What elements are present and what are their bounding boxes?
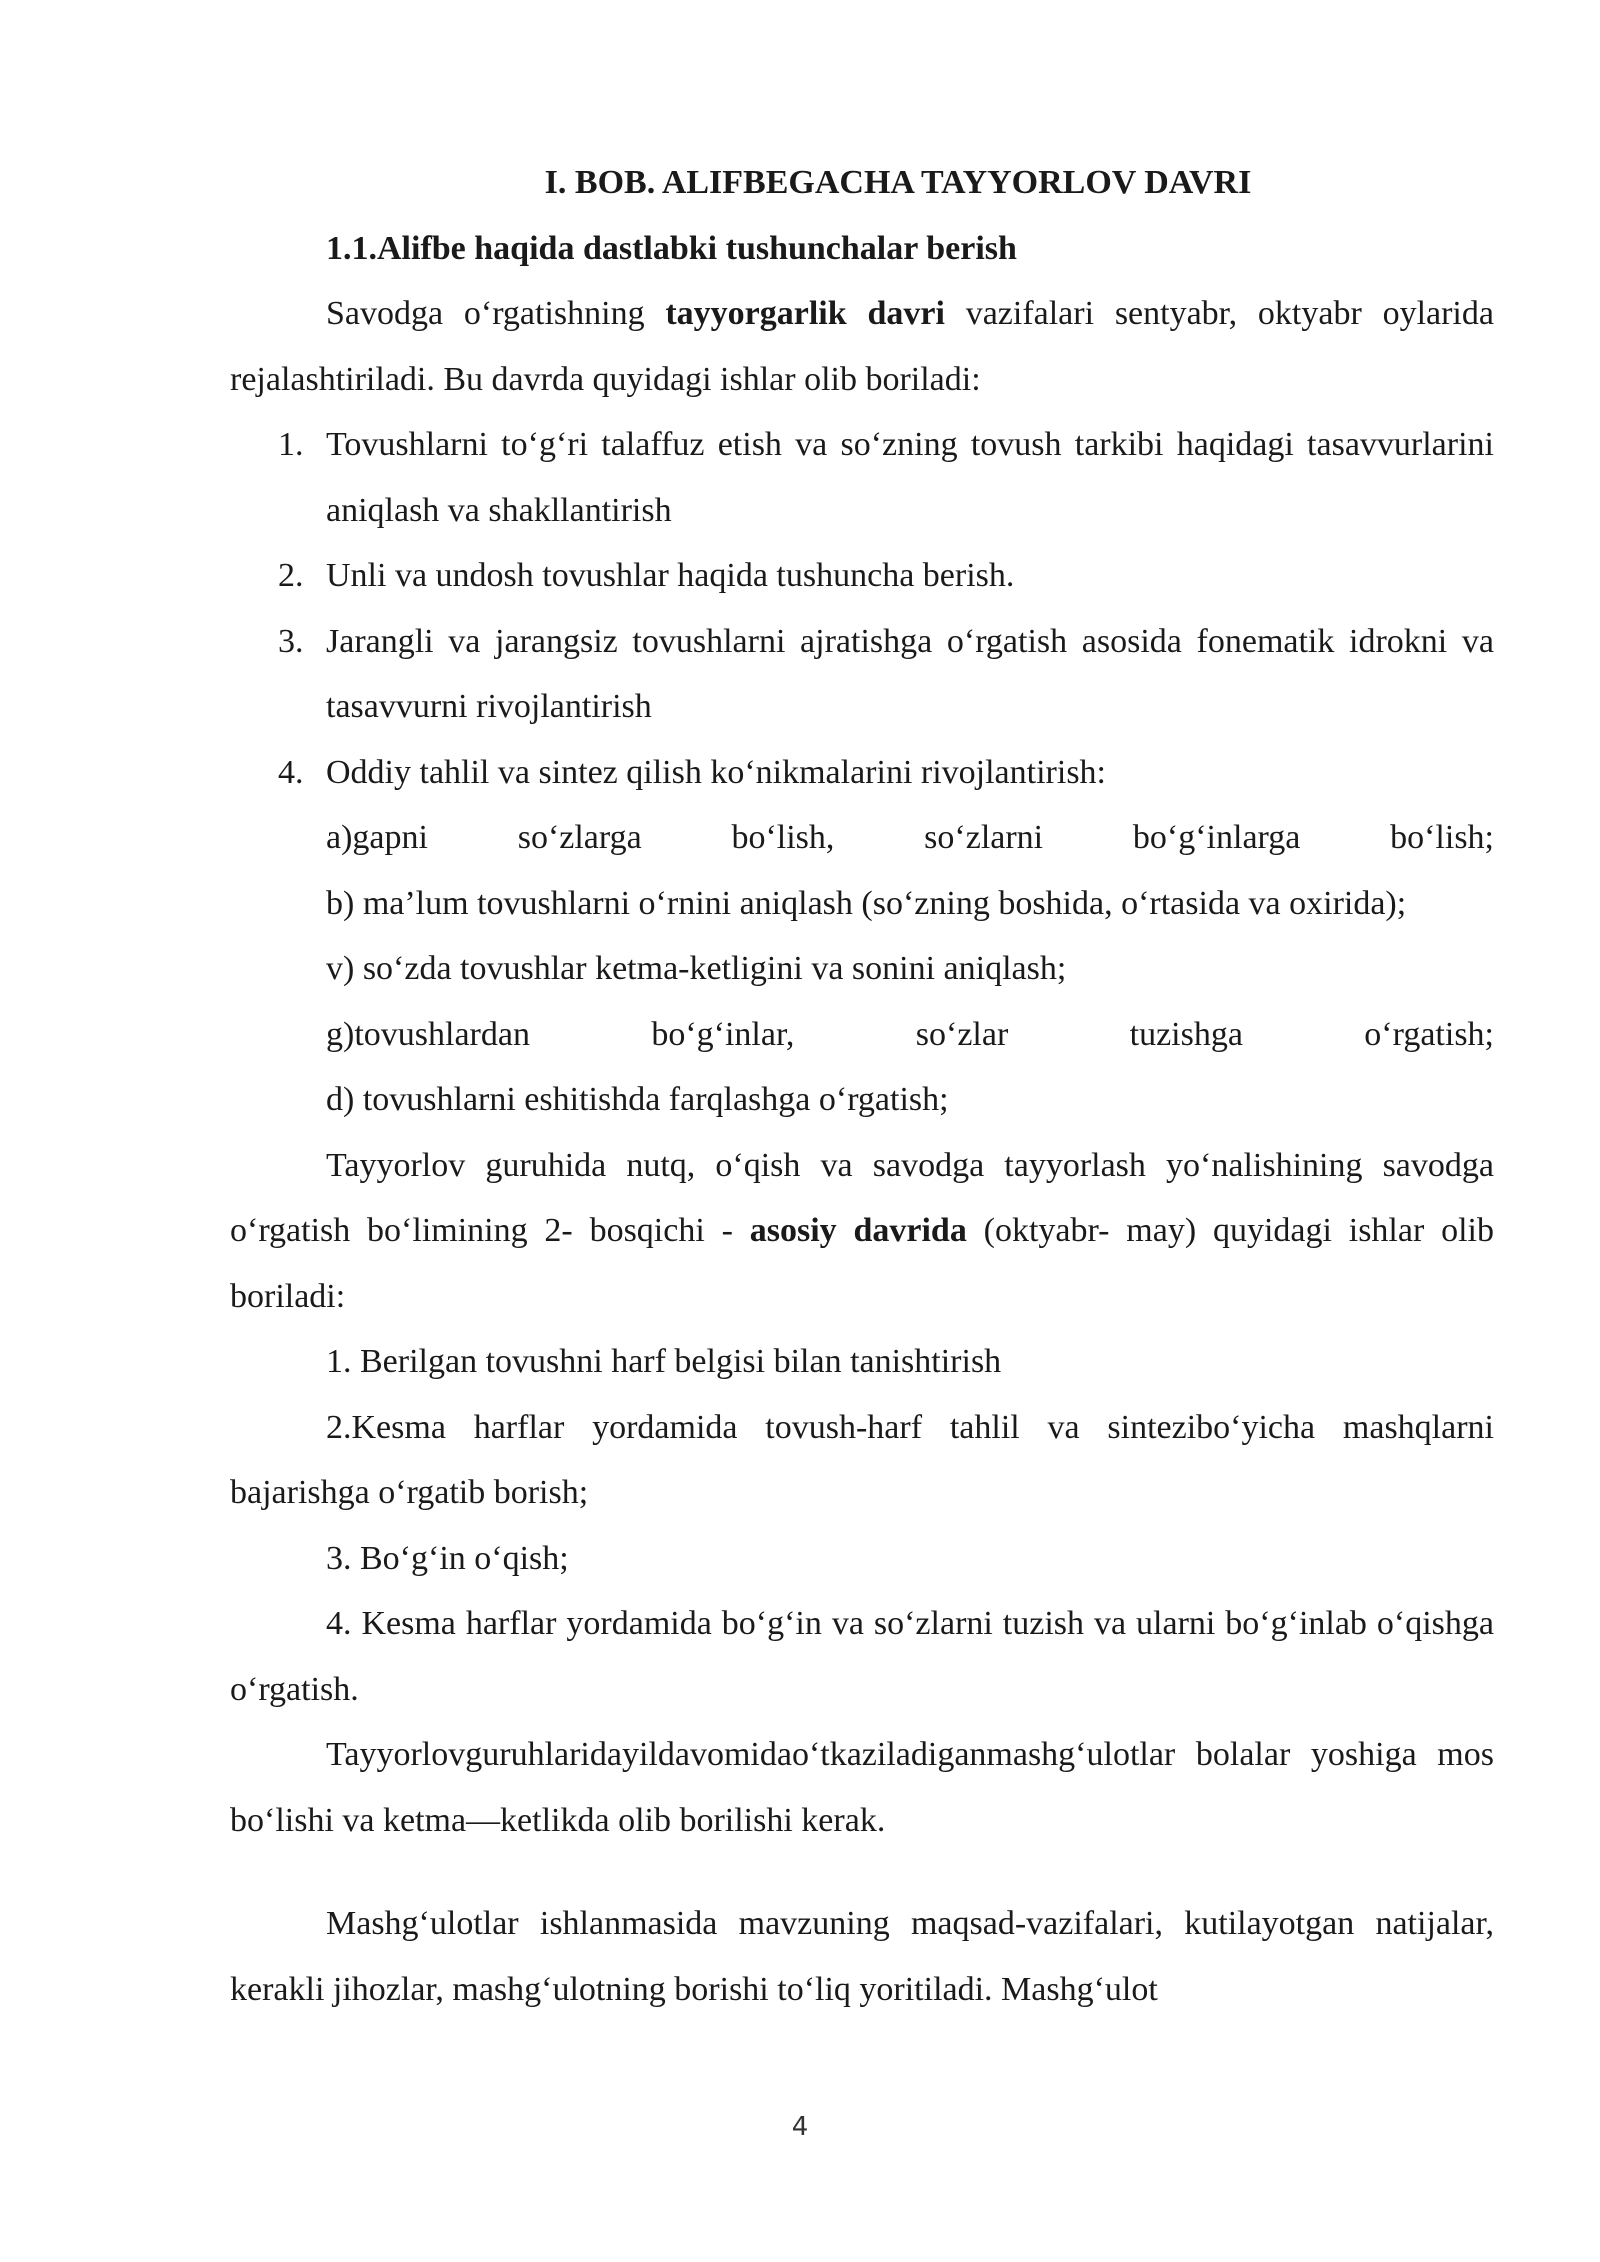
step-2: 2.Kesma harflar yordamida tovush-harf tahlil va sintezibo‘yicha mashqlarni bajarishga o‘rgatib borish; — [230, 1408, 1494, 1511]
step-3: 3. Bo‘g‘in o‘qish; — [326, 1539, 569, 1577]
list-item: 2. Unli va undosh tovushlar haqida tushuncha berish. — [278, 557, 1015, 594]
task-list — [230, 412, 1494, 805]
list-item: 4. Oddiy tahlil va sintez qilish ko‘nikmalarini rivojlantirish: — [278, 753, 1106, 791]
intro-paragraph: Savodga o‘rgatishning tayyorgarlik davri vazifalari sentyabr, oktyabr oylarida rejalashtiriladi. Bu davrda quyidagi ishlar olib boriladi: — [230, 295, 1494, 398]
list-item: 3. Jarangli va jarangsiz tovushlarni ajratishga o‘rgatish asosida fonematik idrokni va tasavvurni rivojlantirish — [278, 622, 1494, 725]
step-1: 1. Berilgan tovushni harf belgisi bilan tanishtirish — [326, 1343, 1002, 1380]
subitem-a: a)gapni so‘zlarga bo‘lish, so‘zlarni bo‘g‘inlarga bo‘lish; — [326, 819, 1494, 856]
preparatory-groups-paragraph: Tayyorlovguruhlaridayildavomidao‘tkaziladiganmashg‘ulotlar bolalar yoshiga mos bo‘lishi va ketma—ketlikda olib borilishi kerak. — [230, 1736, 1494, 1839]
subitem-g: g)tovushlardan bo‘g‘inlar, so‘zlar tuzishga o‘rgatish; — [326, 1015, 1494, 1053]
subitem-v: v) so‘zda tovushlar ketma-ketligini va sonini aniqlash; — [326, 950, 1067, 987]
chapter-heading: I. BOB. ALIFBEGACHA TAYYORLOV DAVRI — [544, 164, 1252, 201]
lesson-plans-paragraph: Mashg‘ulotlar ishlanmasida mavzuning maqsad-vazifalari, kutilayotgan natijalar, kerakli jihozlar, mashg‘ulotning borishi to‘liq yoritiladi. Mashg‘ulot — [230, 1905, 1494, 2008]
section-heading: 1.1.Alifbe haqida dastlabki tushunchalar berish — [326, 229, 1017, 267]
step-4: 4. Kesma harflar yordamida bo‘g‘in va so‘zlarni tuzish va ularni bo‘g‘inlab o‘qishga o‘rgatish. — [230, 1605, 1494, 1708]
main-period-paragraph: Tayyorlov guruhida nutq, o‘qish va savodga tayyorlash yo‘nalishining savodga o‘rgatish bo‘limining 2- bosqichi - asosiy davrida (oktyabr- may) quyidagi ishlar olib boriladi: — [230, 1146, 1494, 1315]
list-item: 1. Tovushlarni to‘g‘ri talaffuz etish va so‘zning tovush tarkibi haqidagi tasavvurlarini aniqlash va shakllantirish — [278, 426, 1494, 529]
document-page — [230, 150, 1494, 2022]
subitem-d: d) tovushlarni eshitishda farqlashga o‘rgatish; — [326, 1081, 949, 1118]
subitem-b: b) ma’lum tovushlarni o‘rnini aniqlash (so‘zning boshida, o‘rtasida va oxirida); — [326, 884, 1407, 922]
page-number: 4 — [791, 2112, 809, 2142]
